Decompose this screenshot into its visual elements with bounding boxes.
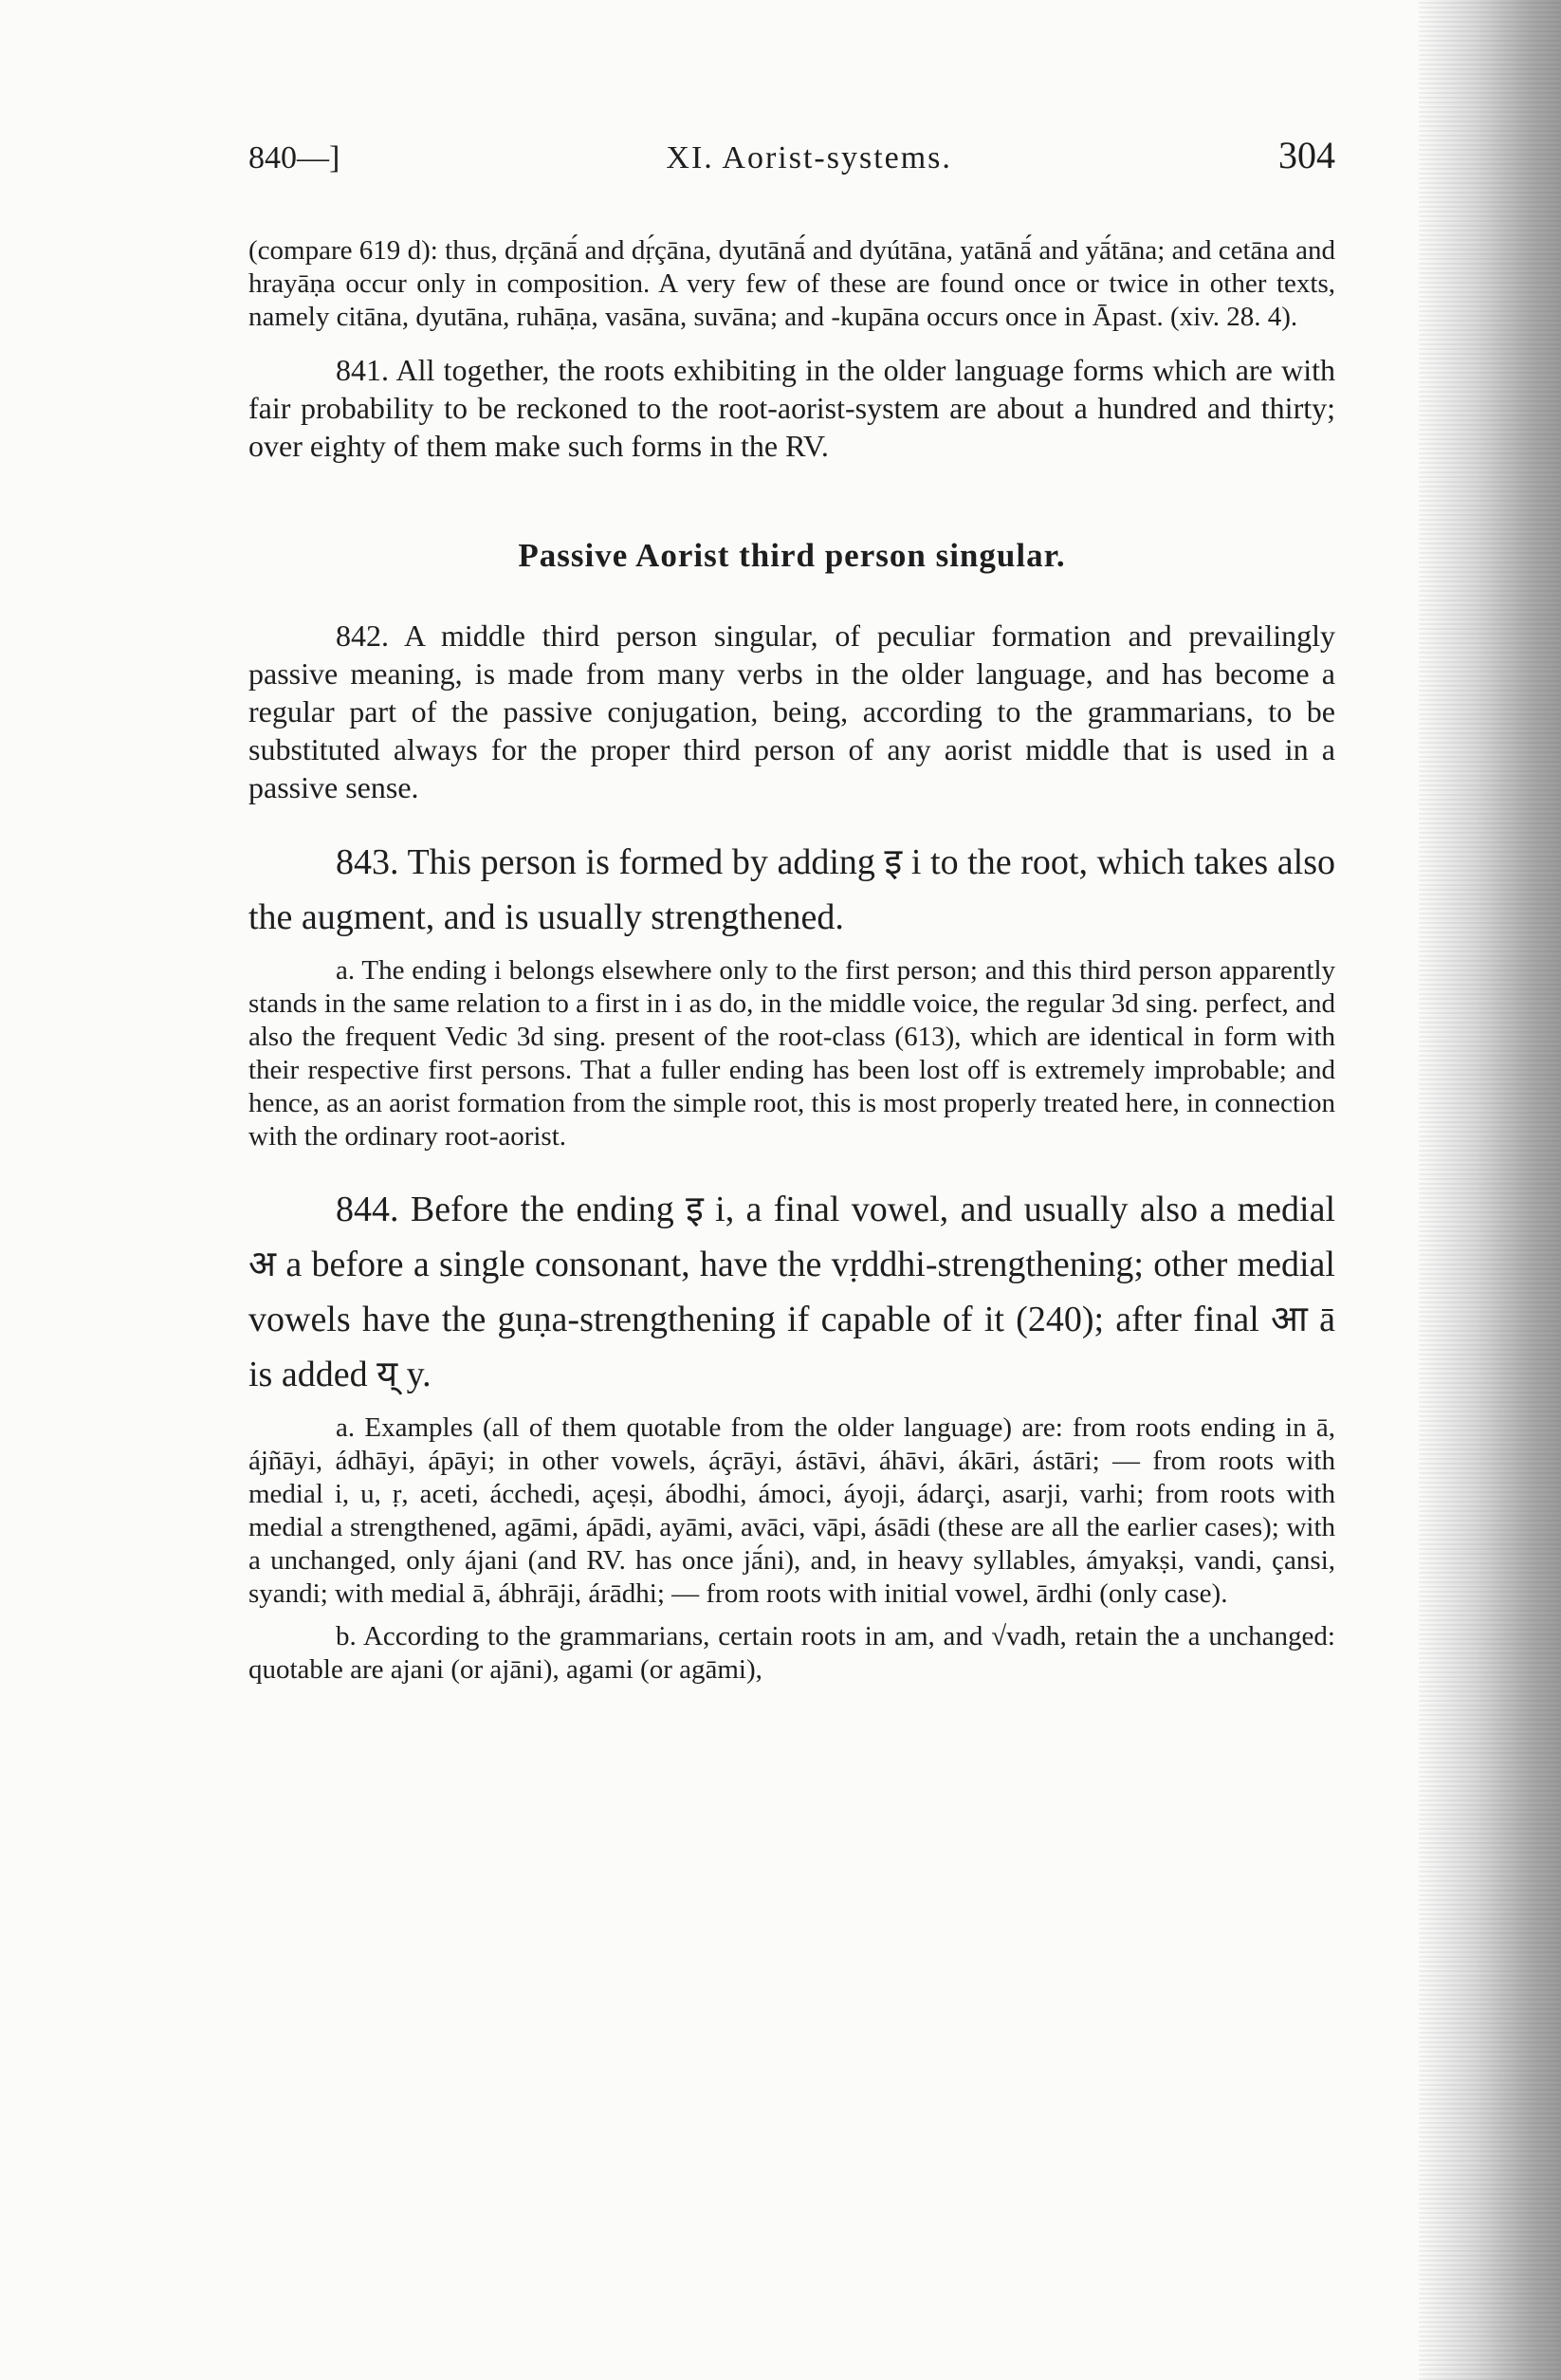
paragraph-843: 843. This person is formed by adding इ i to the root, which takes also the augment, and is usually strengthened. (248, 842, 1335, 937)
header-section-ref: 840—] (248, 140, 340, 175)
running-title: XI. Aorist-systems. (666, 140, 952, 175)
page-edge-shadow (1419, 0, 1561, 2380)
paragraph-843a: a. The ending i belongs elsewhere only to the first person; and this third person apparently stands in the same relation to a first in i as do, in the middle voice, the regular 3d sing. perfect, and also the frequent Vedic 3d sing. present of the root-class (613), which are identical in form with their respective first persons. That a fuller ending has been lost off is extremely improbable; and hence, as an aorist formation from the simple root, this is most properly treated here, in connection with the ordinary root-aorist. (248, 955, 1335, 1152)
paragraph-841: 841. All together, the roots exhibiting in the older language forms which are with fair probability to be reckoned to the root-aorist-system are about a hundred and thirty; over eighty of them make such forms in the RV. (248, 353, 1335, 463)
section-heading: Passive Aorist third person singular. (518, 537, 1066, 574)
paragraph-844: 844. Before the ending इ i, a final vowel, and usually also a medial अ a before a single consonant, have the vṛddhi-strengthening; other medial vowels have the guṇa-strengthening if capable of it (240); after final आ ā is added य् y. (248, 1190, 1335, 1394)
paragraph-844b: b. According to the grammarians, certain roots in am, and √vadh, retain the a unchanged: quotable are ajani (or ajāni), agami (or agāmi), (248, 1621, 1335, 1685)
paragraph-842: 842. A middle third person singular, of peculiar formation and prevailingly passive meaning, is made from many verbs in the older language, and has become a regular part of the passive conjugation, being, according to the grammarians, to be substituted always for the proper third person of any aorist middle that is used in a passive sense. (248, 618, 1335, 804)
text-column (248, 133, 1335, 1687)
paragraph-840-continued: (compare 619 d): thus, dṛçānā́ and dṛ́çāna, dyutānā́ and dyútāna, yatānā́ and yā́tāna; and cetāna and hrayāṇa occur only in composition. A very few of these are found once or twice in other texts, namely citāna, dyutāna, ruhāṇa, vasāna, suvāna; and -kupāna occurs once in Āpast. (xiv. 28. 4). (248, 235, 1335, 332)
running-header (248, 133, 1335, 177)
page-number: 304 (1277, 134, 1335, 176)
paragraph-844a: a. Examples (all of them quotable from the older language) are: from roots ending in ā, ájñāyi, ádhāyi, ápāyi; in other vowels, áçrāyi, ástāvi, áhāvi, ákāri, ástāri; — from roots with medial i, u, ṛ, aceti, ácchedi, açeṣi, ábodhi, ámoci, áyoji, ádarçi, asarji, varhi; from roots with medial a strengthened, agāmi, ápādi, ayāmi, avāci, vāpi, ásādi (these are all the earlier cases); with a unchanged, only ájani (and RV. has once jā́ni), and, in heavy syllables, ámyakṣi, vandi, çansi, syandi; with medial ā, ábhrāji, árādhi; — from roots with initial vowel, ārdhi (only case). (248, 1412, 1335, 1609)
